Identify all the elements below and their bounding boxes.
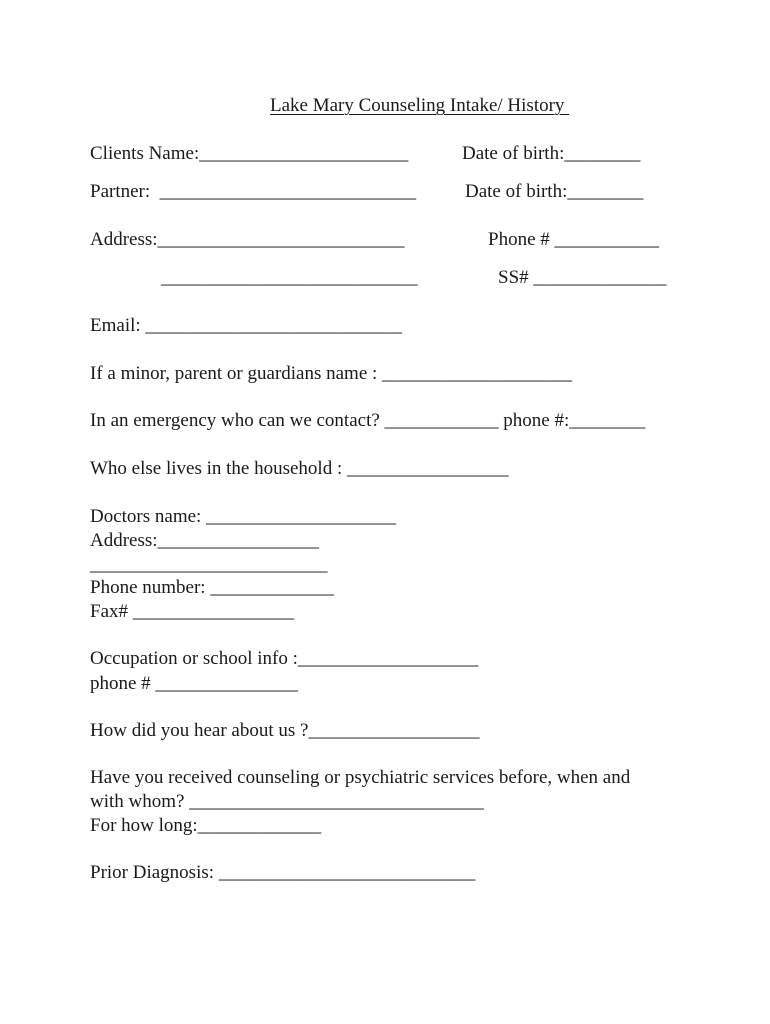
doctor-address-line-2-field[interactable]: _________________________ [90,554,328,575]
household-field[interactable]: Who else lives in the household : _________________ [90,458,509,479]
doctor-address-field[interactable]: Address:_________________ [90,530,320,551]
partner-dob-field[interactable]: Date of birth:________ [465,181,644,202]
doctor-phone-field[interactable]: Phone number: _____________ [90,577,334,598]
prior-duration-field[interactable]: For how long:_____________ [90,815,322,836]
clients-name-field[interactable]: Clients Name:______________________ [90,143,409,164]
email-field[interactable]: Email: ___________________________ [90,315,402,336]
occupation-field[interactable]: Occupation or school info :___________________ [90,648,479,669]
prior-services-field[interactable]: with whom? _______________________________ [90,791,484,812]
form-title: Lake Mary Counseling Intake/ History [270,95,570,116]
address-field[interactable]: Address:__________________________ [90,229,405,250]
ss-field[interactable]: SS# ______________ [498,267,667,288]
occupation-phone-field[interactable]: phone # _______________ [90,673,298,694]
doctor-fax-field[interactable]: Fax# _________________ [90,601,295,622]
phone-field[interactable]: Phone # ___________ [488,229,659,250]
client-dob-field[interactable]: Date of birth:________ [462,143,641,164]
prior-services-question: Have you received counseling or psychiatric services before, when and [90,767,631,788]
prior-diagnosis-field[interactable]: Prior Diagnosis: ___________________________ [90,862,476,883]
referral-field[interactable]: How did you hear about us ?__________________ [90,720,480,741]
address-line-2-field[interactable]: ___________________________ [161,267,418,288]
emergency-contact-field[interactable]: In an emergency who can we contact? ____________ phone #:________ [90,410,646,431]
partner-field[interactable]: Partner: ___________________________ [90,181,417,202]
guardian-name-field[interactable]: If a minor, parent or guardians name : ____________________ [90,363,573,384]
doctors-name-field[interactable]: Doctors name: ____________________ [90,506,397,527]
